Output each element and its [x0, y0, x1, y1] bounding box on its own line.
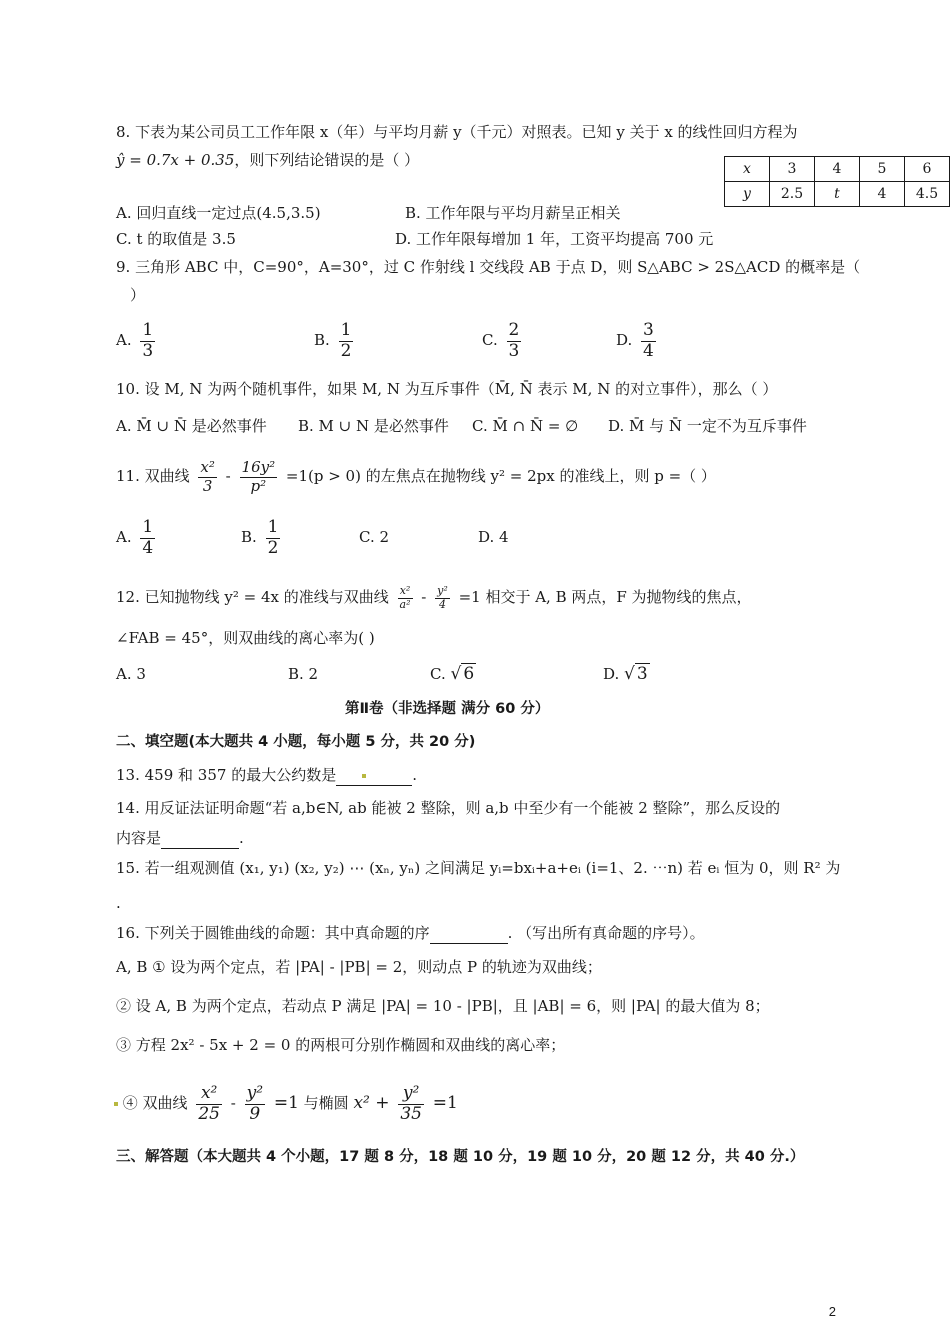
fraction: [266, 518, 281, 558]
numerator: 16y²: [241, 458, 276, 477]
q11-prefix: 11. 双曲线: [116, 467, 190, 485]
q12-option-d: [603, 664, 650, 684]
table-cell: 3: [770, 157, 815, 182]
q12-tail: =1 相交于 A, B 两点，F 为抛物线的焦点，: [458, 588, 752, 606]
q13: [116, 765, 417, 786]
q16-line1-text: 16. 下列关于圆锥曲线的命题：其中真命题的序: [116, 924, 430, 942]
q11-option-a: [116, 515, 159, 559]
numerator: y²: [398, 1084, 424, 1105]
q15-line1: 15. 若一组观测值 (x₁, y₁) (x₂, y₂) ⋯ (xₙ, yₙ) 之间满足 yᵢ=bxᵢ+a+eᵢ (i=1、2. ⋯n) 若 eᵢ 恒为 0，则 R² 为: [116, 859, 841, 877]
sqrt-sign: √: [450, 664, 462, 684]
q13-end: .: [412, 766, 417, 784]
q12-line2: ∠FAB = 45°，则双曲线的离心率为( ): [116, 629, 375, 647]
q13-text: 13. 459 和 357 的最大公约数是: [116, 766, 337, 784]
q16-item4-mid: 与椭圆: [303, 1094, 349, 1112]
q14-line2-text: 内容是: [116, 829, 162, 847]
q16-item3: ③ 方程 2x² - 5x + 2 = 0 的两根可分别作椭圆和双曲线的离心率；: [116, 1036, 566, 1054]
q15-line2: .: [116, 894, 121, 912]
numerator: 2: [508, 319, 520, 340]
q14-end: .: [239, 829, 244, 847]
table-cell: x: [725, 157, 770, 182]
numerator: y²: [246, 1082, 264, 1103]
numerator: 1: [142, 516, 154, 537]
q9-option-a: [116, 318, 159, 362]
table-cell: 5: [860, 157, 905, 182]
section2-heading: 二、填空题(本大题共 4 小题，每小题 5 分，共 20 分): [116, 734, 476, 750]
q9-option-c: [482, 318, 525, 362]
q8-data-table: [724, 156, 950, 207]
q12-option-a: A. 3: [116, 665, 146, 683]
option-label: A.: [116, 528, 132, 546]
table-cell: 6: [905, 157, 950, 182]
sqrt-sign: √: [624, 664, 635, 684]
fraction: [245, 1084, 265, 1124]
option-label: B.: [241, 528, 257, 546]
table-cell: 4.5: [905, 182, 950, 207]
numerator: y²: [437, 583, 448, 597]
numerator: x²: [200, 458, 215, 477]
numerator: 1: [340, 319, 352, 340]
option-label: C.: [430, 665, 446, 683]
fraction: [507, 321, 522, 361]
option-label: C.: [482, 331, 498, 349]
q12-line1: [116, 574, 752, 620]
q16-item2: ② 设 A, B 为两个定点，若动点 P 满足 |PA| = 10 - |PB|，且 |AB| = 6，则 |PA| 的最大值为 8；: [116, 997, 770, 1015]
denominator: 4: [643, 340, 654, 361]
numerator: 1: [267, 516, 279, 537]
marker-dot: [114, 1102, 118, 1106]
q8-option-a: A. 回归直线一定过点(4.5,3.5): [116, 204, 321, 222]
q8-line1: 8. 下表为某公司员工工作年限 x（年）与平均月薪 y（千元）对照表。已知 y 关于 x 的线性回归方程为: [116, 123, 798, 141]
numerator: x²: [196, 1084, 222, 1105]
table-cell: 4: [815, 157, 860, 182]
equals-one: =1: [273, 1093, 299, 1113]
denominator: 3: [142, 340, 154, 361]
numerator: x²: [398, 585, 413, 599]
q12-prefix: 12. 已知抛物线 y² = 4x 的准线与双曲线: [116, 588, 389, 606]
denominator: 3: [508, 340, 520, 361]
table-cell: y: [725, 182, 770, 207]
fraction: [398, 1084, 424, 1124]
x-squared: x² +: [353, 1093, 390, 1113]
q9-line1: 9. 三角形 ABC 中，C=90°，A=30°，过 C 作射线 l 交线段 AB 于点 D，则 S△ABC > 2S△ACD 的概率是（: [116, 258, 861, 276]
fraction: [240, 459, 278, 495]
table-cell: 2.5: [770, 182, 815, 207]
q10-option-d: D. M̄ 与 N̄ 一定不为互斥事件: [608, 417, 807, 435]
q16-item4: [114, 1077, 458, 1129]
q10-line1: 10. 设 M, N 为两个随机事件，如果 M, N 为互斥事件（M̄, N̄ 表示 M, N 的对立事件），那么（ ）: [116, 380, 778, 398]
q9-option-d: [616, 318, 660, 362]
page-number: 2: [828, 1304, 836, 1319]
q11-option-c: C. 2: [359, 528, 390, 546]
q12-option-c: [430, 664, 476, 684]
q8-option-d: D. 工作年限每增加 1 年，工资平均提高 700 元: [395, 230, 714, 248]
table-row: [725, 157, 950, 182]
q12-option-b: B. 2: [288, 665, 319, 683]
table-cell: 4: [860, 182, 905, 207]
q14-line1: 14. 用反证法证明命题“若 a,b∈N, ab 能被 2 整除，则 a,b 中至少有一个能被 2 整除”，那么反设的: [116, 799, 781, 817]
q8-line2-tail: ，则下列结论错误的是（ ）: [234, 151, 420, 169]
q10-option-b: B. M ∪ N 是必然事件: [298, 417, 449, 435]
fraction: [140, 518, 155, 558]
fraction: [339, 321, 354, 361]
denominator: 4: [438, 597, 446, 611]
denominator: 2: [340, 340, 352, 361]
minus-sign: -: [421, 588, 427, 606]
q9-line2: ）: [130, 286, 146, 304]
fraction: [196, 1084, 222, 1124]
sqrt-radicand: 6: [463, 664, 475, 684]
denominator: 25: [198, 1103, 220, 1124]
q16-line1: [116, 923, 705, 944]
sqrt-radicand: 3: [636, 664, 648, 684]
q10-option-a: A. M̄ ∪ N̄ 是必然事件: [116, 417, 267, 435]
fraction: [641, 321, 656, 361]
q16-line1-tail: . （写出所有真命题的序号）。: [507, 924, 705, 942]
q11-text: =1(p > 0) 的左焦点在抛物线 y² = 2px 的准线上，则 p =（ ）: [285, 467, 716, 485]
q9-option-b: [314, 318, 357, 362]
fraction: [140, 321, 155, 361]
part2-title: 第Ⅱ卷（非选择题 满分 60 分）: [345, 701, 550, 717]
q16-item1: A, B ① 设为两个定点，若 |PA| - |PB| = 2，则动点 P 的轨迹为双曲线；: [116, 958, 602, 976]
option-label: D.: [616, 331, 633, 349]
answer-blank[interactable]: [430, 923, 508, 944]
q11-option-d: D. 4: [478, 528, 509, 546]
q11-line1: [116, 452, 716, 500]
answer-blank[interactable]: [336, 765, 412, 786]
fraction: [398, 585, 413, 611]
numerator: 3: [643, 319, 654, 340]
option-label: D.: [603, 665, 620, 683]
q8-option-c: C. t 的取值是 3.5: [116, 230, 236, 248]
denominator: 3: [202, 476, 213, 495]
q8-option-b: B. 工作年限与平均月薪呈正相关: [405, 204, 621, 222]
q16-item4-prefix: ④ 双曲线: [122, 1094, 188, 1112]
denominator: 9: [249, 1103, 261, 1124]
table-row: [725, 182, 950, 207]
fraction: [435, 585, 450, 611]
q10-option-c: C. M̄ ∩ N̄ = ∅: [472, 417, 579, 435]
denominator: 4: [142, 537, 154, 558]
marker-dot: [362, 774, 366, 778]
q8-line2: [116, 150, 419, 170]
answer-blank[interactable]: [161, 828, 239, 849]
numerator: 1: [142, 319, 154, 340]
q8-regression-equation: ŷ = 0.7x + 0.35: [116, 151, 235, 169]
fraction: [198, 459, 216, 495]
denominator: 2: [267, 537, 279, 558]
minus-sign: -: [230, 1094, 236, 1112]
section3-heading: 三、解答题（本大题共 4 个小题，17 题 8 分，18 题 10 分，19 题 10 分，20 题 12 分，共 40 分.）: [116, 1149, 805, 1165]
option-label: B.: [314, 331, 330, 349]
denominator: 35: [400, 1103, 422, 1124]
minus-sign: -: [225, 467, 231, 485]
denominator: p²: [250, 476, 267, 495]
denominator: a²: [399, 597, 411, 611]
q11-option-b: [241, 515, 284, 559]
q14-line2: [116, 828, 244, 849]
equals-one: =1: [432, 1093, 458, 1113]
option-label: A.: [116, 331, 132, 349]
table-cell: t: [815, 182, 860, 207]
